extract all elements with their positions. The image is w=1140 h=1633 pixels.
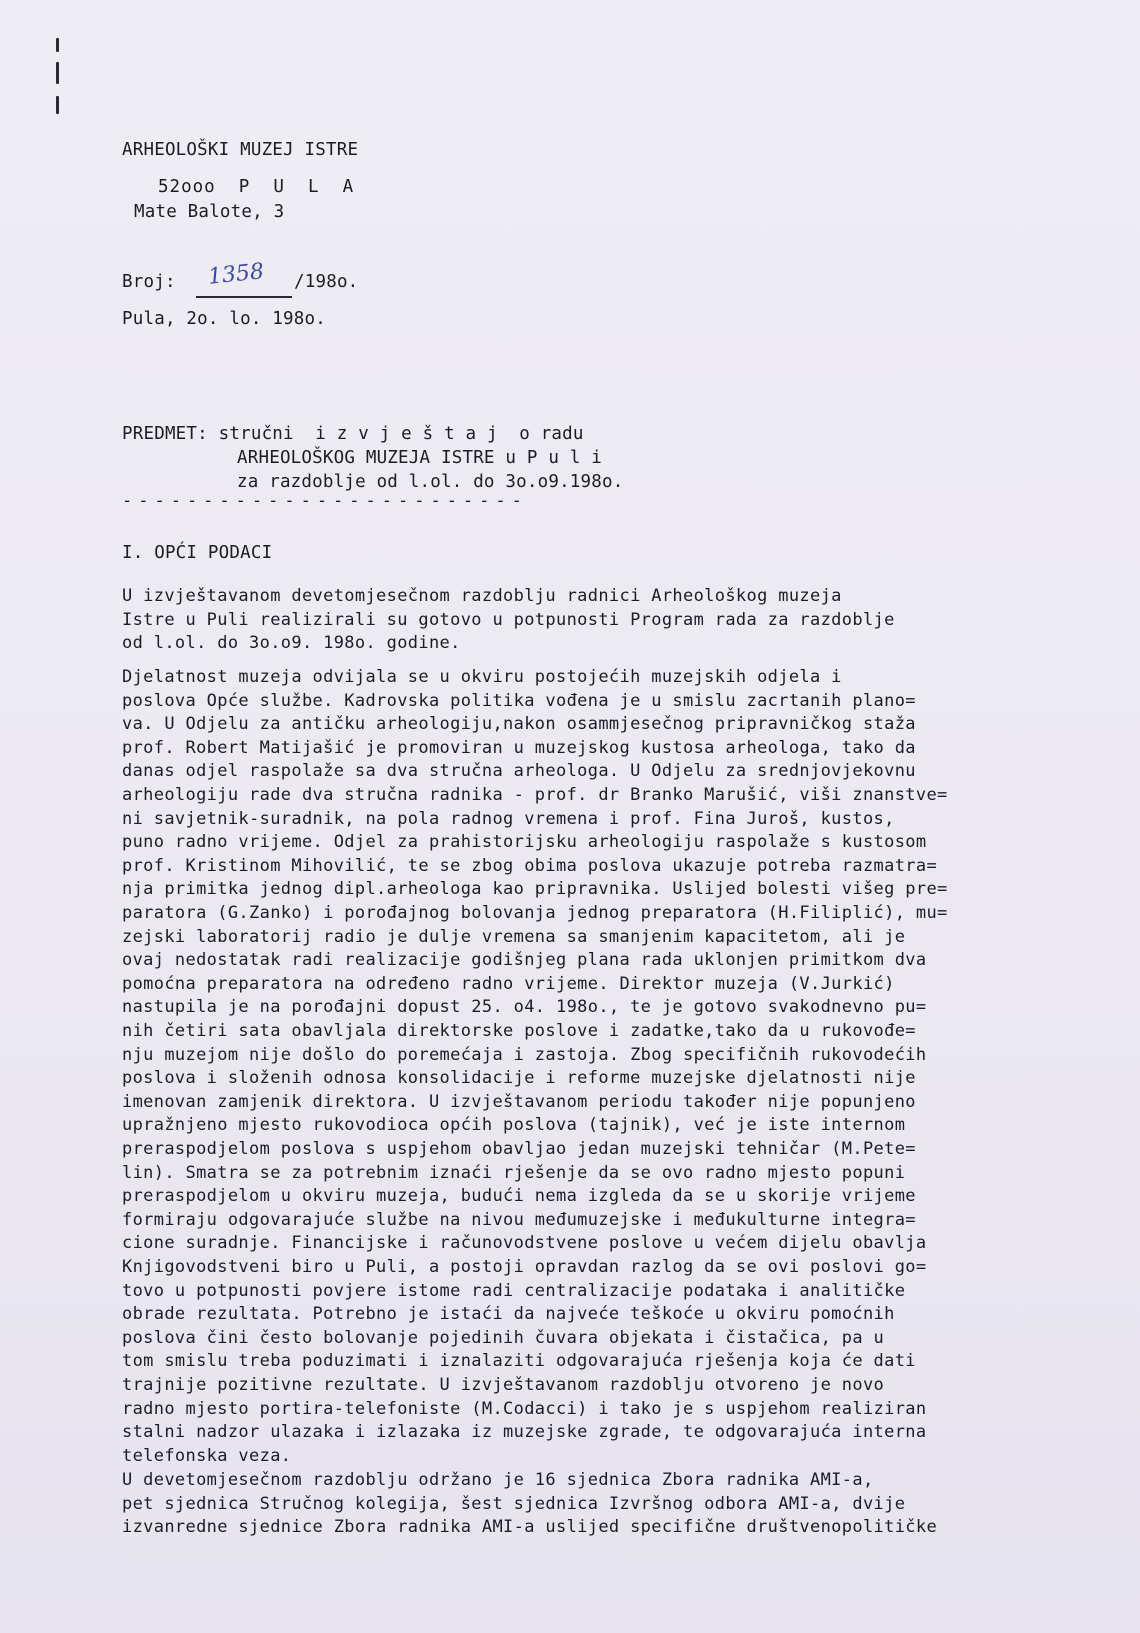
- section-heading: I. OPĆI PODACI: [122, 543, 273, 563]
- body-line: U devetomjesečnom razdoblju održano je 16 sjednica Zbora radnika AMI-a,: [122, 1470, 874, 1490]
- body-line: preraspodjelom poslova s uspjehom obavljao jedan muzejski tehničar (M.Pete=: [122, 1139, 916, 1159]
- body-line: pet sjednica Stručnog kolegija, šest sjednica Izvršnog odbora AMI-a, dvije: [122, 1493, 906, 1514]
- body-line: poslova čini često bolovanje pojedinih čuvara objekata i čistačica, pa u: [122, 1327, 885, 1348]
- broj-underline: [196, 296, 292, 298]
- body-line: paratora (G.Zanko) i porođajnog bolovanja jednog preparatora (H.Filiplić), mu=: [122, 903, 948, 923]
- body-line: poslova i složenih odnosa konsolidacije i reforme muzejske djelatnosti nije: [122, 1068, 916, 1089]
- body-line: danas odjel raspolaže sa dva stručna arheologa. U Odjelu za srednjovjekovnu: [122, 761, 916, 782]
- body-line: zejski laboratorij radio je dulje vremena sa smanjenim kapacitetom, ali je: [122, 926, 906, 947]
- body-line: tom smislu treba poduzimati i iznalaziti odgovarajuća rješenja koja će dati: [122, 1351, 916, 1372]
- body-line: od l.ol. do 3o.o9. 198o. godine.: [122, 633, 461, 654]
- body-line: tovo u potpunosti povjere istome radi centralizacije podataka i analitičke: [122, 1280, 906, 1301]
- body-line: ni savjetnik-suradnik, na pola radnog vremena i prof. Fina Juroš, kustos,: [122, 808, 895, 829]
- body-line: nastupila je na porođajni dopust 25. o4. 198o., te je gotovo svakodnevno pu=: [122, 997, 927, 1018]
- body-line: obrade rezultata. Potrebno je istaći da najveće teškoće u okviru pomoćnih: [122, 1304, 895, 1325]
- body-line: prof. Kristinom Mihovilić, te se zbog obima poslova ukazuje potreba razmatra=: [122, 855, 938, 876]
- body-line: preraspodjelom u okviru muzeja, budući nema izgleda da se u skorije vrijeme: [122, 1186, 916, 1207]
- broj-label: Broj:: [122, 272, 176, 292]
- body-line: puno radno vrijeme. Odjel za prahistorijsku arheologiju raspolaže s kustosom: [122, 832, 927, 853]
- body-line: va. U Odjelu za antičku arheologiju,nakon osammjesečnog pripravničkog staža: [122, 714, 916, 735]
- body-line: ovaj nedostatak radi realizacije godišnjeg plana rada uklonjen primitkom dva: [122, 950, 927, 971]
- body-line: imenovan zamjenik direktora. U izvještavanom periodu također nije popunjeno: [122, 1091, 916, 1112]
- body-line: prof. Robert Matijašić je promoviran u muzejskog kustosa arheologa, tako da: [122, 737, 916, 758]
- body-line: trajnije pozitivne rezultate. U izvještavanom razdoblju otvoreno je novo: [122, 1375, 885, 1395]
- body-line: formiraju odgovarajuće službe na nivou međumuzejske i međukulturne integra=: [122, 1209, 916, 1230]
- body-line: pomoćna preparatora na određeno radno vrijeme. Direktor muzeja (V.Jurkić): [122, 973, 895, 994]
- body-line: nja primitka jednog dipl.arheologa kao pripravnika. Uslijed bolesti višeg pre=: [122, 879, 948, 900]
- binder-mark-middle: [56, 62, 59, 84]
- body-line: nih četiri sata obavljala direktorske poslove i zadatke,tako da u rukovođe=: [122, 1021, 916, 1041]
- broj-year: /198o.: [294, 272, 359, 292]
- handwritten-reference-number: 1358: [206, 259, 266, 290]
- body-line: poslova Opće službe. Kadrovska politika vođena je u smislu zacrtanih plano=: [122, 690, 916, 711]
- body-line: Djelatnost muzeja odvijala se u okviru postojećih muzejskih odjela i: [122, 667, 842, 687]
- binder-mark-bottom: [56, 96, 59, 114]
- body-line: arheologiju rade dva stručna radnika - prof. dr Branko Marušić, viši znanstve=: [122, 785, 948, 805]
- subject-separator: -------------------------: [122, 491, 528, 511]
- body-line: Istre u Puli realizirali su gotovo u potpunosti Program rada za razdoblje: [122, 609, 895, 630]
- body-line: nju muzejom nije došlo do poremećaja i zastoja. Zbog specifičnih rukovodećih: [122, 1044, 927, 1065]
- postal-city: 52ooo P U L A: [158, 177, 355, 197]
- street-address: Mate Balote, 3: [134, 202, 285, 222]
- body-line: Knjigovodstveni biro u Puli, a postoji opravdan razlog da se ovi poslovi go=: [122, 1257, 927, 1277]
- body-line: U izvještavanom devetomjesečnom razdoblju radnici Arheološkog muzeja: [122, 586, 842, 606]
- binder-mark-top: [56, 38, 59, 52]
- subject-line-1: PREDMET: stručni i z v j e š t a j o radu: [122, 424, 584, 444]
- institution-name: ARHEOLOŠKI MUZEJ ISTRE: [122, 140, 359, 160]
- body-line: stalni nadzor ulazaka i izlazaka iz muzejske zgrade, te odgovarajuća interna: [122, 1422, 927, 1443]
- subject-line-3: za razdoblje od l.ol. do 3o.o9.198o.: [237, 472, 624, 492]
- body-line: cione suradnje. Financijske i računovodstvene poslove u većem dijelu obavlja: [122, 1233, 927, 1254]
- body-line: telefonska veza.: [122, 1445, 292, 1466]
- body-line: upražnjeno mjesto rukovodioca općih poslova (tajnik), već je iste internom: [122, 1115, 906, 1136]
- subject-line-2: ARHEOLOŠKOG MUZEJA ISTRE u P u l i: [237, 448, 603, 468]
- document-date: Pula, 2o. lo. 198o.: [122, 309, 326, 329]
- body-line: izvanredne sjednice Zbora radnika AMI-a uslijed specifične društvenopolitičke: [122, 1517, 938, 1538]
- body-line: radno mjesto portira-telefoniste (M.Codacci) i tako je s uspjehom realiziran: [122, 1398, 927, 1419]
- body-line: lin). Smatra se za potrebnim iznaći rješenje da se ovo radno mjesto popuni: [122, 1162, 906, 1183]
